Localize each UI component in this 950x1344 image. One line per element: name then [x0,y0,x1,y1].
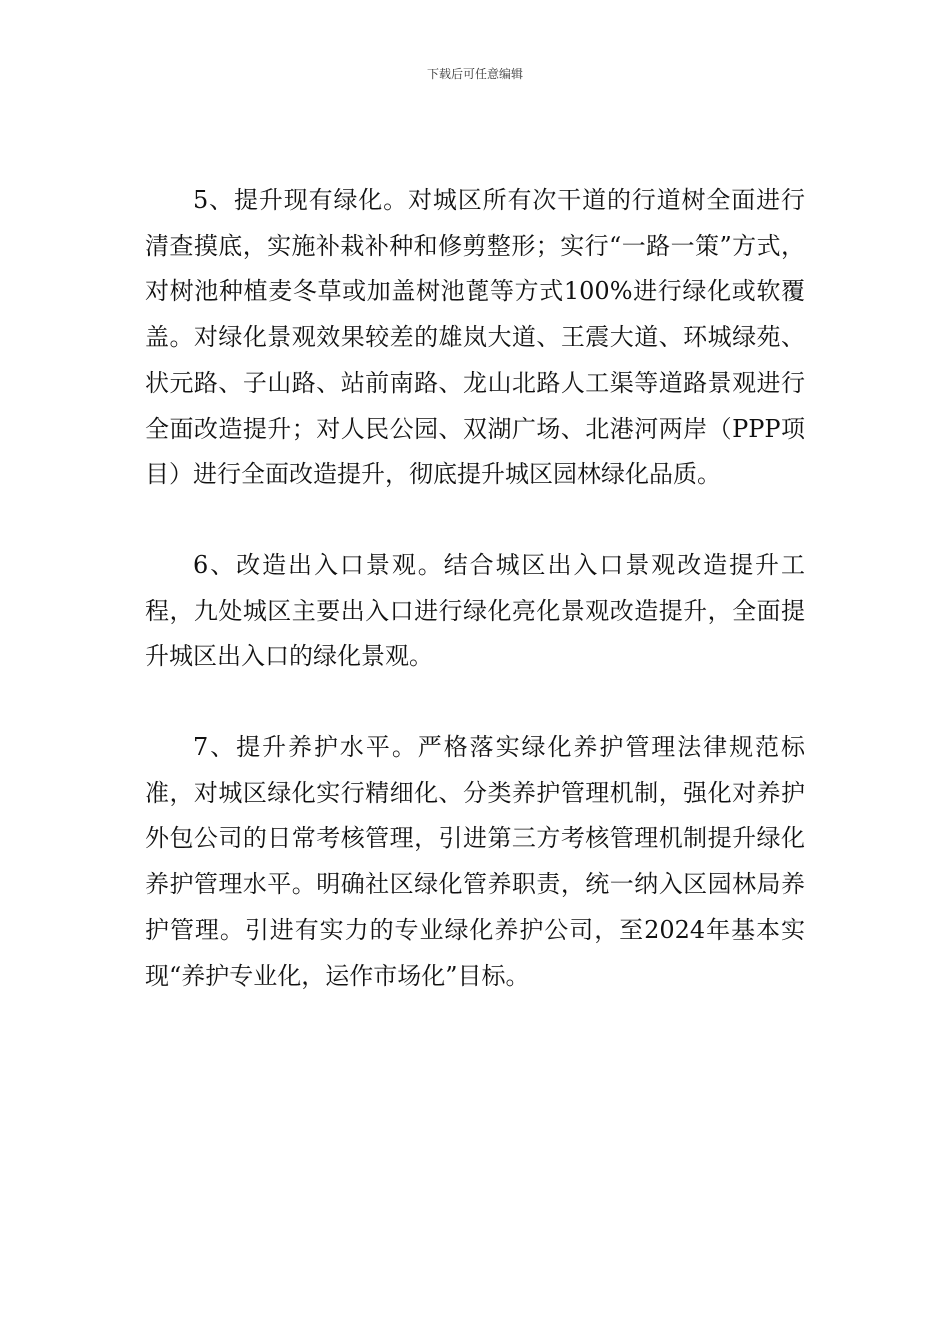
page-header-note: 下载后可任意编辑 [426,67,523,81]
paragraph-entrance-landscape: 6、改造出入口景观。结合城区出入口景观改造提升工程，九处城区主要出入口进行绿化亮化景观改造提升，全面提升城区出入口的绿化景观。 [145,550,805,671]
document-body [145,178,805,999]
paragraph-maintenance-level: 7、提升养护水平。严格落实绿化养护管理法律规范标准，对城区绿化实行精细化、分类养护管理机制，强化对养护外包公司的日常考核管理，引进第三方考核管理机制提升绿化养护管理水平。明确社区绿化管养职责，统一纳入区园林局养护管理。引进有实力的专业绿化养护公司，至2024年基本实现“养护专业化，运作市场化”目标。 [145,733,805,990]
paragraph-improve-existing-greening: 5、提升现有绿化。对城区所有次干道的行道树全面进行清查摸底，实施补栽补种和修剪整形；实行“一路一策”方式，对树池种植麦冬草或加盖树池蓖等方式100%进行绿化或软覆盖。对绿化景观效果较差的雄岚大道、王震大道、环城绿苑、状元路、子山路、站前南路、龙山北路人工渠等道路景观进行全面改造提升；对人民公园、双湖广场、北港河两岸（PPP项目）进行全面改造提升，彻底提升城区园林绿化品质。 [145,186,805,489]
